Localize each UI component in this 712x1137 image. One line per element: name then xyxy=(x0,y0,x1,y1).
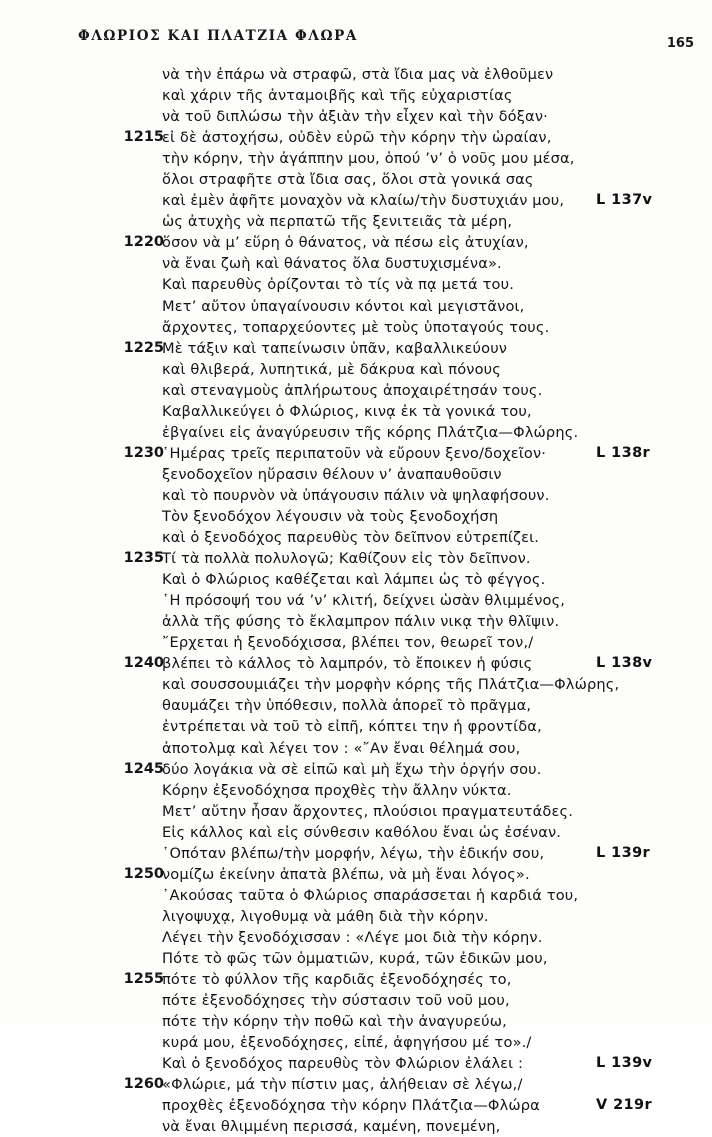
marginal-folio-note: V 219r xyxy=(596,1097,653,1114)
verse-line xyxy=(0,169,712,190)
verse-line xyxy=(0,64,712,85)
verse-line-number: 1240 xyxy=(123,655,164,672)
verse-line xyxy=(0,632,712,653)
verse-line xyxy=(0,969,712,990)
verse-line xyxy=(0,527,712,548)
verse-line-text: εἰ δὲ ἀστοχήσω, οὐδὲν εὑρῶ τὴν κόρην τὴν ὡραίαν, xyxy=(162,129,552,147)
verse-line xyxy=(0,106,712,127)
verse-line xyxy=(0,695,712,716)
verse-line xyxy=(0,1116,712,1137)
verse-line xyxy=(0,401,712,422)
marginal-folio-note: L 138v xyxy=(596,655,653,672)
verse-line xyxy=(0,611,712,632)
verse-line-text: ὅλοι στραφῆτε στὰ ἴδια σας, ὅλοι στὰ γονικά σας xyxy=(162,171,534,189)
verse-line-number: 1260 xyxy=(123,1076,164,1093)
verse-line-text: τὴν κόρην, τὴν ἀγάππην μου, ὁπού ’ν’ ὁ νοῦς μου μέσα, xyxy=(162,150,575,168)
verse-line xyxy=(0,864,712,885)
verse-line-text: δύο λογάκια νὰ σὲ εἰπῶ καὶ μὴ ἔχω τὴν ὀργήν σου. xyxy=(162,760,542,778)
verse-line xyxy=(0,927,712,948)
verse-line-text: Κόρην ἐξενοδόχησα προχθὲς τὴν ἄλλην νύκτα. xyxy=(162,781,512,799)
verse-line xyxy=(0,716,712,737)
verse-line-text: Εἰς κάλλος καὶ εἰς σύνθεσιν καθόλου ἔναι ὡς ἐσέναν. xyxy=(162,823,562,841)
verse-line xyxy=(0,1074,712,1095)
verse-line-text: ξενοδοχεῖον ηὕρασιν θέλουν ν’ ἀναπαυθοῦσιν xyxy=(162,465,502,483)
verse-line-text: καὶ θλιβερά, λυπητικά, μὲ δάκρυα καὶ πόνους xyxy=(162,360,501,378)
verse-line-text: ὅσον νὰ μ’ εὕρη ὁ θάνατος, νὰ πέσω εἰς ἀτυχίαν, xyxy=(162,234,529,252)
verse-line xyxy=(0,1011,712,1032)
verse-line xyxy=(0,274,712,295)
verse-line-text: ῾Ημέρας τρεῖς περιπατοῦν νὰ εὔρουν ξενο/δοχεῖον· xyxy=(162,444,547,462)
verse-line xyxy=(0,148,712,169)
verse-line xyxy=(0,1032,712,1053)
verse-line-text: Καὶ ὁ Φλώριος καθέζεται καὶ λάμπει ὡς τὸ φέγγος. xyxy=(162,571,546,589)
verse-line xyxy=(0,317,712,338)
verse-line-number: 1220 xyxy=(123,234,164,251)
verse-line-number: 1250 xyxy=(123,865,164,882)
marginal-folio-note: L 137v xyxy=(596,192,653,209)
verse-line xyxy=(0,548,712,569)
verse-block xyxy=(0,64,712,1137)
verse-line-text: ῾Οπόταν βλέπω/τὴν μορφήν, λέγω, τὴν ἐδικήν σου, xyxy=(162,844,545,862)
verse-line xyxy=(0,443,712,464)
verse-line xyxy=(0,674,712,695)
verse-line xyxy=(0,232,712,253)
verse-line-text: νὰ τὴν ἐπάρω νὰ στραφῶ, στὰ ἴδια μας νὰ ἐλθοῦμεν xyxy=(162,66,554,83)
verse-line xyxy=(0,885,712,906)
verse-line-text: βλέπει τὸ κάλλος τὸ λαμπρόν, τὸ ἔποικεν ἡ φύσις xyxy=(162,655,533,673)
page-number: 165 xyxy=(666,36,694,51)
verse-line-text: νομίζω ἐκείνην ἀπατὰ βλέπω, νὰ μὴ ἔναι λόγος». xyxy=(162,865,530,883)
verse-line-text: θαυμάζει τὴν ὑπόθεσιν, πολλὰ ἀπορεῖ τὸ πρᾶγμα, xyxy=(162,697,532,715)
verse-line-text: ἄρχοντες, τοπαρχεύοντες μὲ τοὺς ὑποταγούς τους. xyxy=(162,318,550,336)
verse-line xyxy=(0,843,712,864)
verse-line-text: Μετ’ αὔτον ὑπαγαίνουσιν κόντοι καὶ μεγιστᾶνοι, xyxy=(162,297,525,315)
verse-line xyxy=(0,85,712,106)
verse-line-number: 1245 xyxy=(123,760,164,777)
marginal-folio-note: L 138r xyxy=(596,444,651,461)
verse-line xyxy=(0,759,712,780)
verse-line-text: Τί τὰ πολλὰ πολυλογῶ; Καθίζουν εἰς τὸν δεῖπνον. xyxy=(162,550,531,568)
verse-line-text: ῎Ερχεται ἡ ξενοδόχισσα, βλέπει τον, θεωρεῖ τον,/ xyxy=(162,634,534,652)
verse-line-text: ὡς ἀτυχὴς νὰ περπατῶ τῆς ξενιτειᾶς τὰ μέρη, xyxy=(162,213,513,231)
verse-line-text: καὶ στεναγμοὺς ἀπλήρωτους ἀποχαιρέτησάν τους. xyxy=(162,381,543,399)
verse-line xyxy=(0,590,712,611)
verse-line-text: νὰ ἔναι ζωὴ καὶ θάνατος ὅλα δυστυχισμένα». xyxy=(162,255,502,273)
verse-line xyxy=(0,906,712,927)
verse-line xyxy=(0,211,712,232)
verse-line-text: καὶ ὁ ξενοδόχος παρευθὺς τὸν δεῖπνον εὐτρεπίζει. xyxy=(162,529,539,547)
verse-line-text: Καὶ ὁ ξενοδόχος παρευθὺς τὸν Φλώριον ἐλάλει : xyxy=(162,1055,524,1073)
verse-line xyxy=(0,127,712,148)
verse-line xyxy=(0,422,712,443)
verse-line xyxy=(0,506,712,527)
verse-line xyxy=(0,380,712,401)
verse-line xyxy=(0,464,712,485)
running-head: ΦΛΩΡΙΟΣ ΚΑΙ ΠΛΑΤΖΙΑ ΦΛΩΡΑ xyxy=(78,28,358,44)
verse-line-text: κυρά μου, ἐξενοδόχησες, εἰπέ, ἀφηγήσου μέ το»./ xyxy=(162,1034,532,1052)
verse-line xyxy=(0,485,712,506)
verse-line xyxy=(0,780,712,801)
verse-line-text: Τὸν ξενοδόχον λέγουσιν νὰ τοὺς ξενοδοχήση xyxy=(162,507,499,525)
verse-line-number: 1255 xyxy=(123,971,164,988)
verse-line-number: 1230 xyxy=(123,444,164,461)
verse-line-text: Μὲ τάξιν καὶ ταπείνωσιν ὑπᾶν, καβαλλικεύουν xyxy=(162,339,508,357)
verse-line-text: πότε ἐξενοδόχησες τὴν σύστασιν τοῦ νοῦ μου, xyxy=(162,992,510,1010)
verse-line-text: Καὶ παρευθὺς ὁρίζονται τὸ τίς νὰ πᾳ μετά του. xyxy=(162,276,514,294)
verse-line xyxy=(0,990,712,1011)
verse-line-text: καὶ χάριν τῆς ἀνταμοιβῆς καὶ τῆς εὐχαριστίας xyxy=(162,87,513,105)
marginal-folio-note: L 139r xyxy=(596,844,651,861)
verse-line-text: προχθὲς ἐξενοδόχησα τὴν κόρην Πλάτζια—Φλώρα xyxy=(162,1097,540,1115)
verse-line-text: νὰ τοῦ διπλώσω τὴν ἀξιὰν τὴν εἶχεν καὶ τὴν δόξαν· xyxy=(162,108,548,126)
verse-line xyxy=(0,253,712,274)
verse-line-text: καὶ ἐμὲν ἀφῆτε μοναχὸν νὰ κλαίω/τὴν δυστυχιάν μου, xyxy=(162,192,565,210)
verse-line-text: νὰ ἔναι θλιμμένη περισσά, καμένη, πονεμένη, xyxy=(162,1118,501,1136)
verse-line-text: ἐβγαίνει εἰς ἀναγύρευσιν τῆς κόρης Πλάτζια—Φλώρης. xyxy=(162,423,579,441)
verse-line xyxy=(0,653,712,674)
verse-line-number: 1235 xyxy=(123,550,164,567)
verse-line-text: ἀλλὰ τῆς φύσης τὸ ἔκλαμπρον πάλιν νικᾳ τὴν θλῖψιν. xyxy=(162,613,560,631)
marginal-folio-note: L 139v xyxy=(596,1055,653,1072)
verse-line-text: «Φλώριε, μά τὴν πίστιν μας, ἀλήθειαν σὲ λέγω,/ xyxy=(162,1076,523,1094)
verse-line-text: καὶ τὸ πουρνὸν νὰ ὑπάγουσιν πάλιν νὰ ψηλαφήσουν. xyxy=(162,486,550,504)
verse-line xyxy=(0,738,712,759)
verse-line-text: λιγοψυχᾳ, λιγοθυμᾳ νὰ μάθη διὰ τὴν κόρην. xyxy=(162,907,489,925)
verse-line-text: πότε τὸ φύλλον τῆς καρδιᾶς ἐξενοδόχησές το, xyxy=(162,971,512,989)
verse-line-text: ἐντρέπεται νὰ τοῦ τὸ εἰπῆ, κόπτει την ἡ φροντίδα, xyxy=(162,718,542,736)
verse-line-text: ᾽Ακούσας ταῦτα ὁ Φλώριος σπαράσσεται ἡ καρδιά του, xyxy=(162,886,579,904)
verse-line-text: ἀποτολμᾳ καὶ λέγει τον : «῎Αν ἔναι θέλημά σου, xyxy=(162,739,521,757)
verse-line xyxy=(0,569,712,590)
verse-line-text: Καβαλλικεύγει ὁ Φλώριος, κινᾳ ἐκ τὰ γονικά του, xyxy=(162,402,532,420)
verse-line xyxy=(0,822,712,843)
verse-line xyxy=(0,948,712,969)
verse-line-number: 1225 xyxy=(123,339,164,356)
verse-line xyxy=(0,1053,712,1074)
verse-line xyxy=(0,338,712,359)
verse-line xyxy=(0,1095,712,1116)
verse-line xyxy=(0,190,712,211)
verse-line-text: Μετ’ αὔτην ἦσαν ἄρχοντες, πλούσιοι πραγματευτάδες. xyxy=(162,802,574,820)
verse-line-text: πότε τὴν κόρην τὴν ποθῶ καὶ τὴν ἀναγυρεύω, xyxy=(162,1013,507,1031)
verse-line-text: Λέγει τὴν ξενοδόχισσαν : «Λέγε μοι διὰ τὴν κόρην. xyxy=(162,928,543,946)
verse-line-text: ῾Η πρόσοψή του νά ’ν’ κλιτή, δείχνει ὡσὰν θλιμμένος, xyxy=(162,592,566,610)
verse-line xyxy=(0,359,712,380)
verse-line-text: καὶ σουσσουμιάζει τὴν μορφὴν κόρης τῆς Πλάτζια—Φλώρης, xyxy=(162,676,620,694)
verse-line xyxy=(0,801,712,822)
verse-line xyxy=(0,296,712,317)
verse-line-number: 1215 xyxy=(123,129,164,146)
verse-line-text: Πότε τὸ φῶς τῶν ὁμματιῶν, κυρά, τῶν ἐδικῶν μου, xyxy=(162,949,548,967)
